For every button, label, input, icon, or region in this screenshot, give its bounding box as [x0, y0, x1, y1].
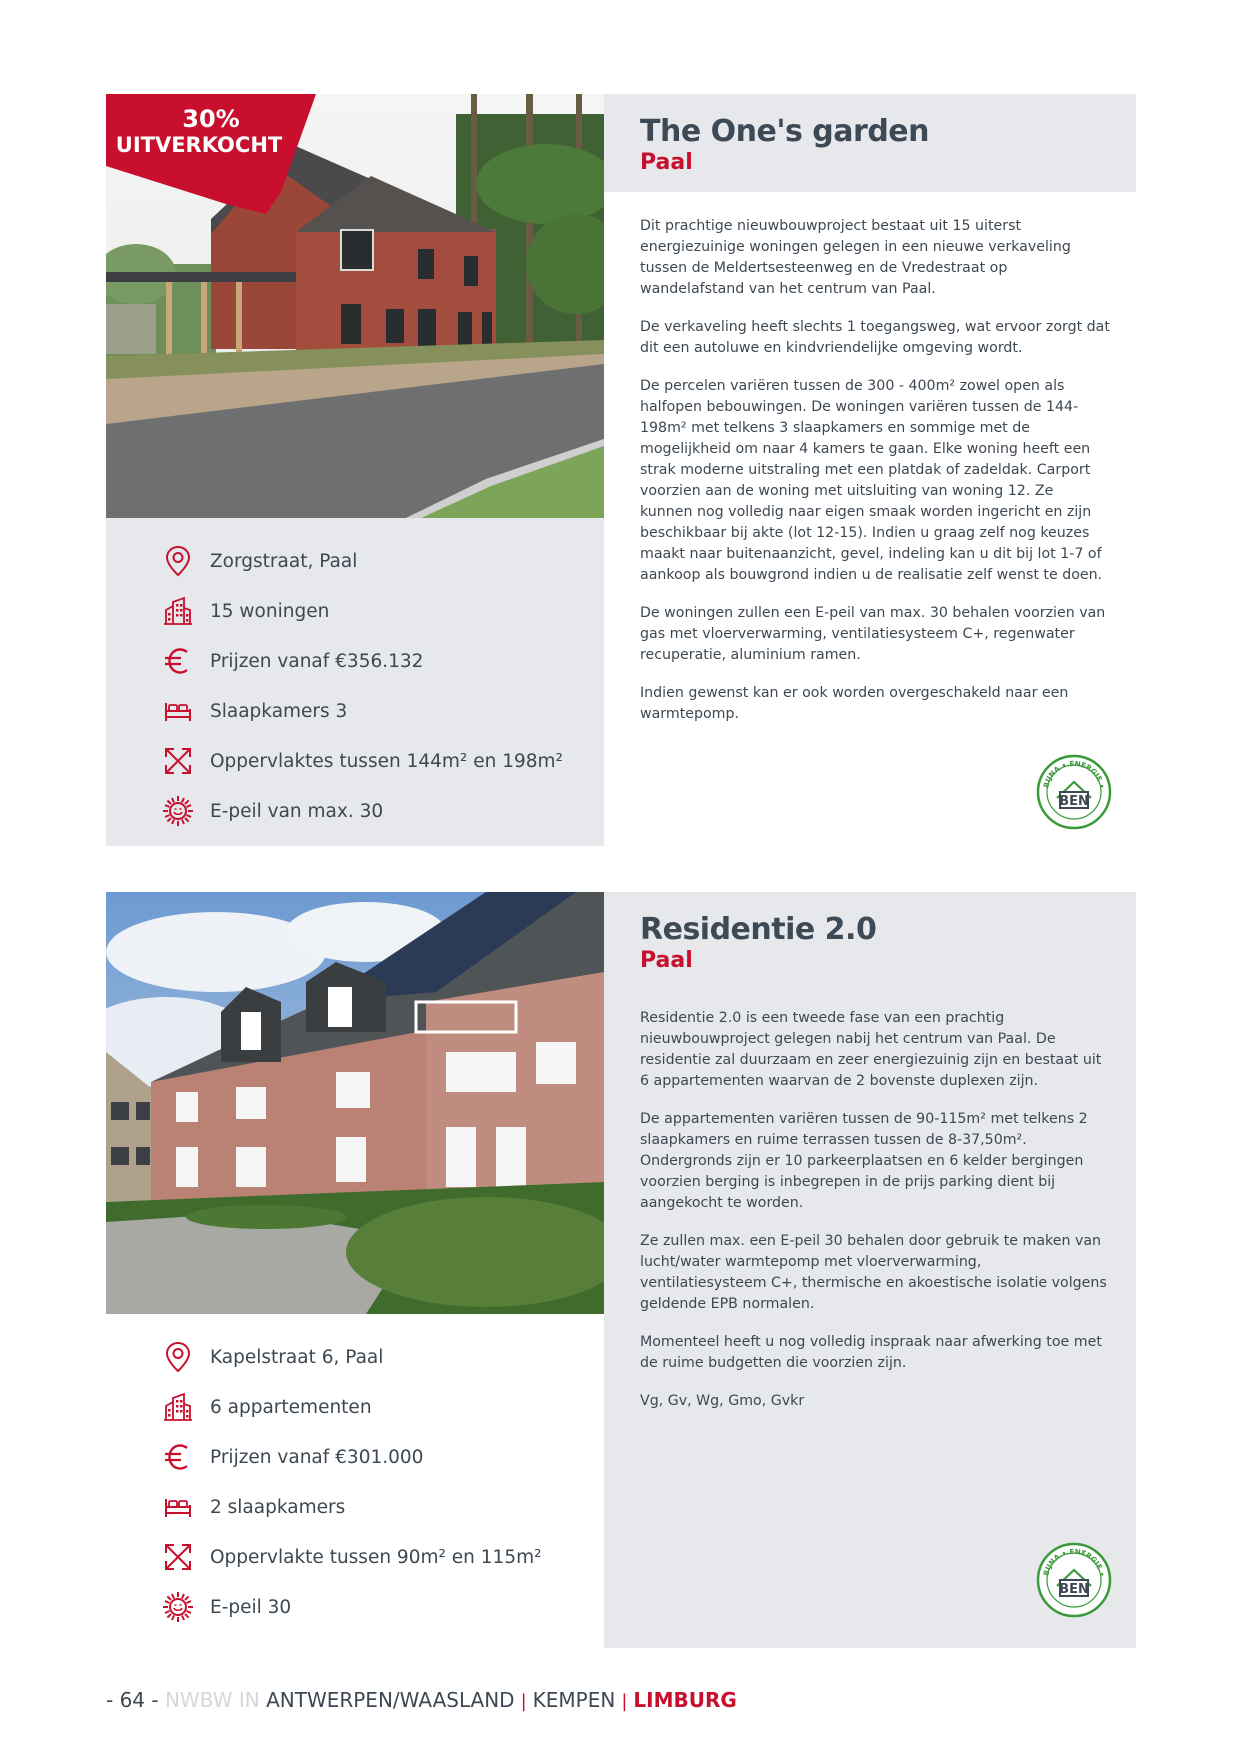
sold-label: UITVERKOCHT	[115, 133, 283, 157]
expand-arrows-icon	[162, 1540, 194, 1574]
feature-price	[162, 1432, 542, 1482]
energy-sun-icon	[162, 1590, 194, 1624]
project-card-residentie	[106, 892, 1136, 1648]
feature-text: 2 slaapkamers	[210, 1496, 346, 1518]
feature-text: 15 woningen	[210, 600, 330, 622]
project-description-column	[604, 94, 1136, 846]
project-card-ones-garden	[106, 94, 1136, 846]
project-features-panel	[106, 1314, 604, 1648]
description-paragraph: Vg, Gv, Wg, Gmo, Gvkr	[640, 1393, 805, 1409]
feature-text: Oppervlakte tussen 90m² en 115m²	[210, 1546, 542, 1568]
description-paragraph: De verkaveling heeft slechts 1 toegangsweg, wat ervoor zorgt dat dit een autoluwe en kindvriendelijke omgeving wordt.	[640, 319, 1110, 356]
feature-text: Zorgstraat, Paal	[210, 550, 358, 572]
apartment-render-illustration	[106, 892, 604, 1314]
feature-bedrooms	[162, 686, 563, 736]
description-paragraph: De appartementen variëren tussen de 90-115m² met telkens 2 slaapkamers en ruime terrassen tussen de 8-37,50m². Ondergronds zijn er 10 parkeerplaatsen en 6 kelder bergingen voorzien berging is inbegrepen in de prijs parking dient bij aangekocht te worden.	[640, 1111, 1088, 1211]
footer-region-link-active[interactable]: LIMBURG	[633, 1688, 737, 1712]
footer-region-link[interactable]: ANTWERPEN/WAASLAND	[266, 1688, 515, 1712]
location-pin-icon	[162, 544, 194, 578]
location-pin-icon	[162, 1340, 194, 1374]
feature-text: Slaapkamers 3	[210, 700, 348, 722]
feature-epeil	[162, 786, 563, 836]
building-icon	[162, 594, 194, 628]
project-city: Paal	[640, 948, 693, 973]
feature-price	[162, 636, 563, 686]
project-title: Residentie 2.0	[640, 912, 877, 947]
feature-units	[162, 586, 563, 636]
ben-label-icon	[1036, 754, 1112, 830]
bed-icon	[162, 1490, 194, 1524]
project-description	[640, 1008, 1110, 1429]
feature-bedrooms	[162, 1482, 542, 1532]
page-footer	[106, 1688, 737, 1712]
project-photo-apartment	[106, 892, 604, 1314]
description-paragraph: Ze zullen max. een E-peil 30 behalen door gebruik te maken van lucht/water warmtepomp met vloerverwarming, ventilatiesysteem C+, thermische en akoestische isolatie volgens geldende EPB normalen.	[640, 1233, 1107, 1312]
feature-surface	[162, 1532, 542, 1582]
description-paragraph: Indien gewenst kan er ook worden overgeschakeld naar een warmtepomp.	[640, 685, 1069, 722]
footer-separator: |	[621, 1691, 628, 1712]
project-title: The One's garden	[640, 114, 929, 149]
sold-badge-text	[106, 106, 316, 158]
feature-units	[162, 1382, 542, 1432]
building-icon	[162, 1390, 194, 1424]
project-title-box	[604, 94, 1136, 192]
description-paragraph: Residentie 2.0 is een tweede fase van een prachtig nieuwbouwproject gelegen nabij het centrum van Paal. De residentie zal duurzaam en zeer energiezuinig zijn en bestaat uit 6 appartementen waarvan de 2 bovenste duplexen zijn.	[640, 1010, 1102, 1089]
project-description-column	[604, 892, 1136, 1648]
feature-text: E-peil 30	[210, 1596, 292, 1618]
project-features-panel	[106, 518, 604, 846]
footer-region-link[interactable]: KEMPEN	[532, 1688, 616, 1712]
feature-text: Kapelstraat 6, Paal	[210, 1346, 384, 1368]
description-paragraph: De percelen variëren tussen de 300 - 400m² zowel open als halfopen bebouwingen. De woningen variëren tussen de 144-198m² met telkens 3 slaapkamers en sommige met de mogelijkheid om naar 4 kamers te gaan. Elke woning heeft een strak moderne uitstraling met een platdak of zadeldak. Carport voorzien aan de woning met uitsluiting van woning 12. Ze kunnen nog volledig naar eigen smaak worden ingericht en zijn beschikbaar bij akte (lot 12-15). Indien u graag zelf nog keuzes maakt naar buitenaanzicht, gevel, indeling kan u dit bij lot 1-7 of aankoop als bouwgrond indien u de realisatie zelf wenst te doen.	[640, 378, 1103, 583]
feature-epeil	[162, 1582, 542, 1632]
feature-address	[162, 536, 563, 586]
feature-list	[162, 536, 563, 836]
bed-icon	[162, 694, 194, 728]
sold-percent: 30%	[182, 105, 240, 133]
footer-separator: |	[520, 1691, 527, 1712]
euro-icon	[162, 1440, 194, 1474]
feature-surface	[162, 736, 563, 786]
feature-text: E-peil van max. 30	[210, 800, 384, 822]
project-city: Paal	[640, 150, 693, 175]
euro-icon	[162, 644, 194, 678]
description-paragraph: De woningen zullen een E-peil van max. 30 behalen voorzien van gas met vloerverwarming, ventilatiesysteem C+, regenwater recuperatie, aluminium ramen.	[640, 605, 1106, 663]
feature-list	[162, 1332, 542, 1632]
feature-text: Prijzen vanaf €356.132	[210, 650, 424, 672]
page-number: - 64 -	[106, 1688, 159, 1712]
feature-text: 6 appartementen	[210, 1396, 372, 1418]
feature-text: Oppervlaktes tussen 144m² en 198m²	[210, 750, 563, 772]
feature-text: Prijzen vanaf €301.000	[210, 1446, 424, 1468]
energy-sun-icon	[162, 794, 194, 828]
project-title-box	[604, 892, 1136, 992]
ben-label-icon	[1036, 1542, 1112, 1618]
project-description	[640, 216, 1110, 742]
footer-brand: NWBW IN	[164, 1688, 260, 1712]
description-paragraph: Momenteel heeft u nog volledig inspraak naar afwerking toe met de ruime budgetten die voorzien zijn.	[640, 1334, 1102, 1371]
feature-address	[162, 1332, 542, 1382]
expand-arrows-icon	[162, 744, 194, 778]
description-paragraph: Dit prachtige nieuwbouwproject bestaat uit 15 uiterst energiezuinige woningen gelegen in een nieuwe verkaveling tussen de Meldertsesteenweg en de Vredestraat op wandelafstand van het centrum van Paal.	[640, 218, 1071, 297]
